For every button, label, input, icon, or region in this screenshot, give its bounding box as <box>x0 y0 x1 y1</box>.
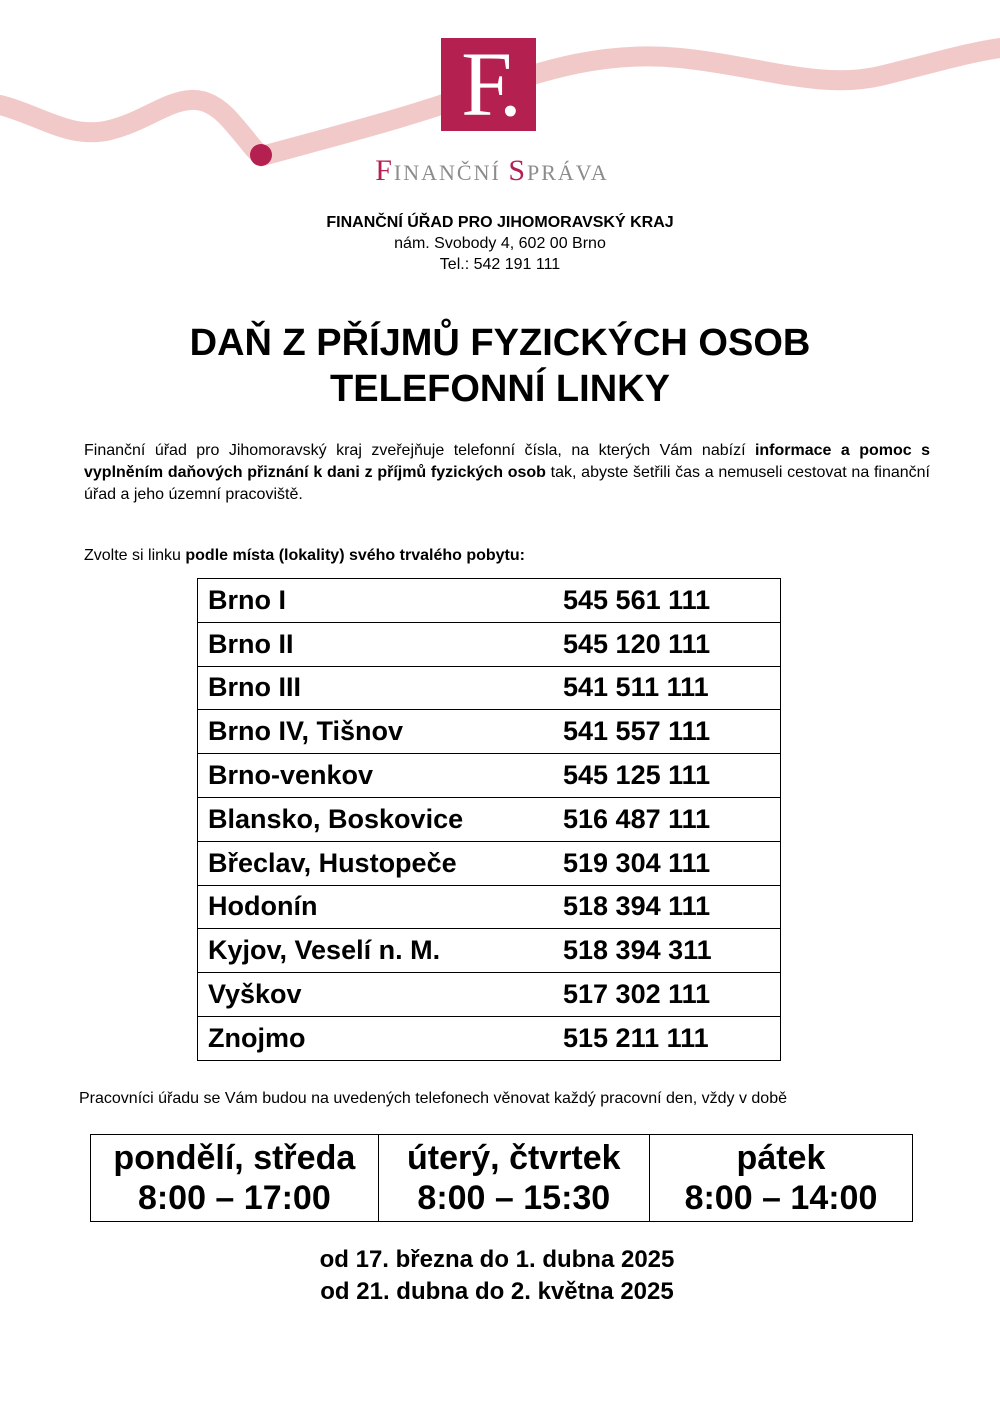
phone-row <box>198 579 781 623</box>
title-line-1: DAŇ Z PŘÍJMŮ FYZICKÝCH OSOB <box>189 322 811 364</box>
logo-brand-text <box>362 154 622 188</box>
page-title <box>0 320 1000 412</box>
phone-row <box>198 666 781 710</box>
phone-location: Brno-venkov <box>198 754 554 798</box>
date-ranges <box>0 1244 994 1308</box>
hours-intro: Pracovníci úřadu se Vám budou na uvedených telefonech věnovat každý pracovní den, vždy v době <box>79 1090 787 1107</box>
select-prefix: Zvolte si linku <box>84 547 186 564</box>
hours-time: 8:00 – 14:00 <box>684 1179 878 1217</box>
hours-cell <box>649 1135 912 1222</box>
office-phone: Tel.: 542 191 111 <box>439 256 561 273</box>
office-info <box>0 212 1000 275</box>
phone-number: 541 557 111 <box>553 710 781 754</box>
hours-days: úterý, čtvrtek <box>407 1139 621 1177</box>
phone-location: Brno IV, Tišnov <box>198 710 554 754</box>
phone-number: 515 211 111 <box>553 1016 781 1060</box>
phone-location: Brno III <box>198 666 554 710</box>
phone-location: Vyškov <box>198 973 554 1017</box>
phone-location: Blansko, Boskovice <box>198 797 554 841</box>
office-name: FINANČNÍ ÚŘAD PRO JIHOMORAVSKÝ KRAJ <box>326 214 674 231</box>
phone-row <box>198 710 781 754</box>
select-line-label <box>84 545 525 567</box>
logo-header <box>0 0 1000 200</box>
phone-location: Břeclav, Hustopeče <box>198 841 554 885</box>
phone-row <box>198 885 781 929</box>
logo-brand-part: F <box>375 154 394 187</box>
phone-row <box>198 797 781 841</box>
phone-table <box>197 578 781 1061</box>
phone-row <box>198 622 781 666</box>
phone-number: 518 394 311 <box>553 929 781 973</box>
date-range-2: od 21. dubna do 2. května 2025 <box>320 1278 674 1305</box>
intro-paragraph <box>84 440 930 506</box>
phone-location: Znojmo <box>198 1016 554 1060</box>
phone-row <box>198 1016 781 1060</box>
phone-number: 519 304 111 <box>553 841 781 885</box>
hours-table <box>90 1134 913 1222</box>
intro-text-2: tak, abyste šetřili čas a nemuseli cestovat na finanční úřad a jeho územní pracoviště. <box>84 464 930 503</box>
hours-time: 8:00 – 15:30 <box>417 1179 611 1217</box>
hours-cell <box>91 1135 379 1222</box>
phone-number: 518 394 111 <box>553 885 781 929</box>
title-line-2: TELEFONNÍ LINKY <box>330 368 670 410</box>
phone-row <box>198 929 781 973</box>
phone-number: 517 302 111 <box>553 973 781 1017</box>
phone-number: 545 120 111 <box>553 622 781 666</box>
logo-brand-part: S <box>508 154 527 187</box>
logo-brand-part: PRÁVA <box>527 160 609 185</box>
phone-number: 541 511 111 <box>553 666 781 710</box>
hours-days: pondělí, středa <box>113 1139 356 1177</box>
phone-row <box>198 973 781 1017</box>
phone-row <box>198 841 781 885</box>
hours-cell <box>378 1135 649 1222</box>
logo-dot <box>250 144 272 166</box>
hours-days: pátek <box>736 1139 826 1177</box>
select-bold: podle místa (lokality) svého trvalého pobytu: <box>185 547 525 564</box>
logo-mark: F. <box>441 38 536 131</box>
phone-location: Kyjov, Veselí n. M. <box>198 929 554 973</box>
phone-location: Hodonín <box>198 885 554 929</box>
hours-time: 8:00 – 17:00 <box>137 1179 331 1217</box>
date-range-1: od 17. března do 1. dubna 2025 <box>319 1246 675 1273</box>
phone-number: 545 125 111 <box>553 754 781 798</box>
intro-bold: informace a pomoc s vyplněním daňových přiznání k dani z příjmů fyzických osob <box>84 442 930 481</box>
phone-row <box>198 754 781 798</box>
intro-text-1: Finanční úřad pro Jihomoravský kraj zveřejňuje telefonní čísla, na kterých Vám nabízí <box>84 442 755 459</box>
phone-number: 516 487 111 <box>553 797 781 841</box>
office-address: nám. Svobody 4, 602 00 Brno <box>394 235 606 252</box>
phone-location: Brno I <box>198 579 554 623</box>
phone-number: 545 561 111 <box>553 579 781 623</box>
phone-location: Brno II <box>198 622 554 666</box>
logo-brand-part: INANČNÍ <box>393 160 509 185</box>
